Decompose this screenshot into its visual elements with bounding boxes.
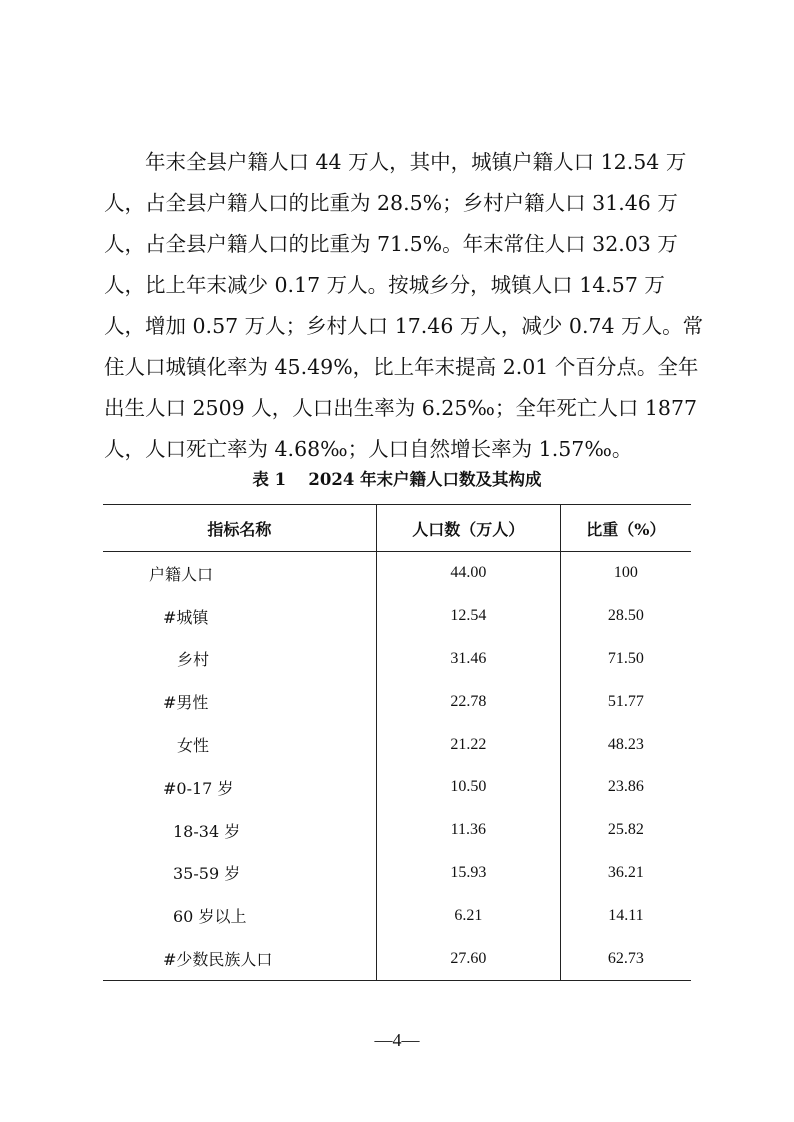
row-population: 12.54 (376, 595, 560, 638)
paragraph-line: 住人口城镇化率为 45.49%，比上年末提高 2.01 个百分点。全年 (104, 355, 699, 379)
row-name: 户籍人口 (149, 564, 214, 584)
table-row (103, 595, 691, 638)
row-population: 44.00 (376, 552, 560, 595)
row-name: 女性 (177, 736, 210, 756)
paragraph-line: 人，占全县户籍人口的比重为 28.5%；乡村户籍人口 31.46 万 (104, 191, 678, 215)
row-share: 28.50 (560, 595, 691, 638)
row-population: 11.36 (376, 809, 560, 852)
table-row (103, 552, 691, 595)
row-population: 10.50 (376, 766, 560, 809)
row-name: 35-59 岁 (173, 864, 241, 884)
row-share: 51.77 (560, 680, 691, 723)
population-table (103, 504, 691, 981)
table-row (103, 937, 691, 980)
table-row (103, 852, 691, 895)
body-paragraph (104, 142, 704, 470)
row-share: 14.11 (560, 894, 691, 937)
row-share: 23.86 (560, 766, 691, 809)
row-name: #少数民族人口 (103, 937, 376, 980)
table-header-row (103, 505, 691, 552)
row-share: 62.73 (560, 937, 691, 980)
row-population: 27.60 (376, 937, 560, 980)
header-share: 比重（%） (560, 505, 691, 552)
row-share: 36.21 (560, 852, 691, 895)
table-row (103, 894, 691, 937)
header-population: 人口数（万人） (376, 505, 560, 552)
row-population: 15.93 (376, 852, 560, 895)
row-name: 乡村 (177, 650, 210, 670)
row-population: 21.22 (376, 723, 560, 766)
paragraph-line: 出生人口 2509 人，人口出生率为 6.25‰；全年死亡人口 1877 (104, 396, 698, 420)
header-indicator-name: 指标名称 (103, 505, 376, 552)
row-share: 25.82 (560, 809, 691, 852)
paragraph-line: 人，人口死亡率为 4.68‰；人口自然增长率为 1.57‰。 (104, 437, 633, 461)
row-name: 18-34 岁 (173, 821, 241, 841)
row-name: #男性 (163, 693, 209, 713)
row-name: #0-17 岁 (163, 778, 234, 798)
paragraph-line: 年末全县户籍人口 44 万人，其中，城镇户籍人口 12.54 万 (145, 150, 687, 174)
row-population: 6.21 (376, 894, 560, 937)
row-share: 71.50 (560, 638, 691, 681)
row-population: 31.46 (376, 638, 560, 681)
table-row (103, 723, 691, 766)
row-name: #城镇 (163, 607, 209, 627)
paragraph-line: 人，占全县户籍人口的比重为 71.5%。年末常住人口 32.03 万 (104, 232, 678, 256)
paragraph-line: 人，增加 0.57 万人；乡村人口 17.46 万人，减少 0.74 万人。常 (104, 314, 704, 338)
table-row (103, 638, 691, 681)
table-row (103, 809, 691, 852)
row-name: 60 岁以上 (173, 907, 247, 927)
table-row (103, 766, 691, 809)
row-share: 100 (560, 552, 691, 595)
page-number: —4— (374, 1030, 420, 1050)
row-population: 22.78 (376, 680, 560, 723)
table-row (103, 680, 691, 723)
row-share: 48.23 (560, 723, 691, 766)
paragraph-line: 人，比上年末减少 0.17 万人。按城乡分，城镇人口 14.57 万 (104, 273, 665, 297)
table-caption: 表 1 2024 年末户籍人口数及其构成 (252, 470, 542, 489)
